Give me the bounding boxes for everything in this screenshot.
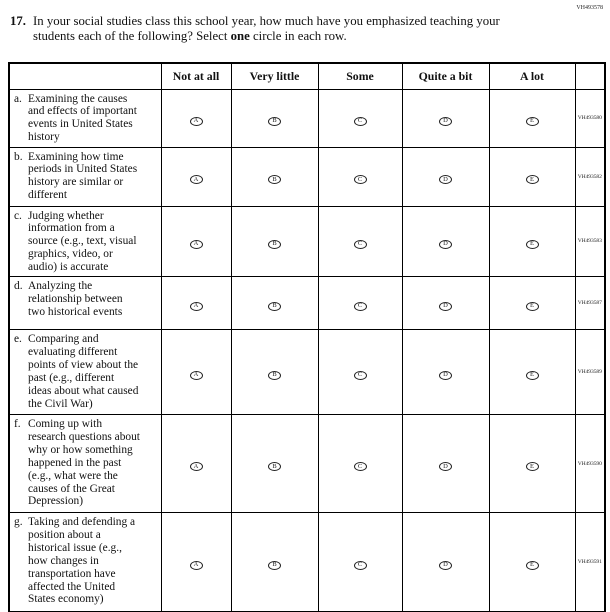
row-letter: c. [14,209,22,222]
row-code: VH493587 [575,277,605,330]
response-oval-e[interactable]: E [526,175,539,184]
option-cell-very-little [231,513,318,612]
table-row [9,206,605,277]
option-cell-a-lot [489,277,575,330]
option-cell-some [318,330,402,415]
response-oval-e[interactable]: E [526,371,539,380]
row-text: Analyzing the relationship between two historical events [28,280,123,318]
row-stem-cell [9,277,161,330]
row-stem-cell [9,89,161,147]
option-cell-a-lot [489,206,575,277]
option-cell-a-lot [489,330,575,415]
option-cell-quite-a-bit [402,277,489,330]
option-cell-some [318,206,402,277]
response-oval-b[interactable]: B [268,462,281,471]
response-oval-a[interactable]: A [190,302,203,311]
header-row [9,63,605,89]
row-stem-cell [9,206,161,277]
header-code-cell [575,63,605,89]
table-row [9,89,605,147]
row-stem-cell [9,330,161,415]
option-cell-some [318,89,402,147]
option-cell-not-at-all [161,513,231,612]
row-letter: b. [14,150,23,163]
row-text: Comparing and evaluating different points of view about the past (e.g., different ideas about what caused the Civil War) [28,333,139,410]
response-oval-c[interactable]: C [354,561,367,570]
response-oval-d[interactable]: D [439,302,452,311]
question-text-end: circle in each row. [249,29,347,43]
option-cell-quite-a-bit [402,147,489,206]
response-oval-b[interactable]: B [268,117,281,126]
header-stem-cell [9,63,161,89]
option-cell-very-little [231,277,318,330]
option-cell-not-at-all [161,89,231,147]
option-cell-a-lot [489,89,575,147]
response-oval-b[interactable]: B [268,371,281,380]
option-cell-not-at-all [161,206,231,277]
response-oval-d[interactable]: D [439,462,452,471]
response-oval-a[interactable]: A [190,561,203,570]
table-row [9,415,605,513]
row-text: Examining the causes and effects of important events in United States history [28,92,137,144]
response-oval-b[interactable]: B [268,175,281,184]
column-header-quite-a-bit: Quite a bit [402,63,489,89]
option-cell-not-at-all [161,415,231,513]
response-oval-b[interactable]: B [268,302,281,311]
response-oval-b[interactable]: B [268,561,281,570]
question-text-bold: one [230,29,250,43]
question-text [33,14,505,44]
row-code: VH493589 [575,330,605,415]
option-cell-some [318,147,402,206]
row-code: VH493591 [575,513,605,612]
option-cell-quite-a-bit [402,89,489,147]
row-text: Coming up with research questions about why or how something happened in the past (e.g., what were the causes of the Great Depression) [28,418,140,508]
question-text-start: In your social studies class this school year, how much have you emphasized teaching your students each of the following? Select [33,14,500,43]
option-cell-very-little [231,89,318,147]
response-oval-a[interactable]: A [190,371,203,380]
row-letter: g. [14,516,23,529]
row-code: VH493590 [575,415,605,513]
response-grid [8,62,606,612]
column-header-a-lot: A lot [489,63,575,89]
response-oval-c[interactable]: C [354,371,367,380]
table-row [9,147,605,206]
row-code: VH493583 [575,206,605,277]
option-cell-not-at-all [161,330,231,415]
row-letter: e. [14,333,22,346]
row-code: VH493582 [575,147,605,206]
response-oval-d[interactable]: D [439,175,452,184]
response-oval-d[interactable]: D [439,240,452,249]
response-oval-b[interactable]: B [268,240,281,249]
column-header-not-at-all: Not at all [161,63,231,89]
option-cell-very-little [231,206,318,277]
column-header-very-little: Very little [231,63,318,89]
row-stem-cell [9,147,161,206]
form-code: VH493578 [576,5,603,11]
response-oval-d[interactable]: D [439,371,452,380]
option-cell-some [318,277,402,330]
option-cell-a-lot [489,147,575,206]
row-letter: a. [14,92,22,105]
table-row [9,330,605,415]
option-cell-very-little [231,415,318,513]
response-oval-d[interactable]: D [439,117,452,126]
response-oval-e[interactable]: E [526,561,539,570]
response-oval-e[interactable]: E [526,117,539,126]
option-cell-very-little [231,147,318,206]
response-oval-a[interactable]: A [190,462,203,471]
row-letter: d. [14,280,23,293]
option-cell-quite-a-bit [402,206,489,277]
option-cell-quite-a-bit [402,513,489,612]
option-cell-some [318,513,402,612]
question [10,14,505,44]
option-cell-quite-a-bit [402,415,489,513]
option-cell-very-little [231,330,318,415]
column-header-some: Some [318,63,402,89]
option-cell-a-lot [489,513,575,612]
table-row [9,277,605,330]
row-stem-cell [9,415,161,513]
row-text: Examining how time periods in United States history are similar or different [28,150,138,202]
response-oval-e[interactable]: E [526,302,539,311]
row-text: Judging whether information from a source (e.g., text, visual graphics, video, or audio) is accurate [28,209,137,274]
response-oval-e[interactable]: E [526,240,539,249]
response-oval-a[interactable]: A [190,240,203,249]
option-cell-some [318,415,402,513]
option-cell-a-lot [489,415,575,513]
question-number: 17. [10,14,26,28]
response-oval-c[interactable]: C [354,240,367,249]
row-text: Taking and defending a position about a historical issue (e.g., how changes in transportation have affected the United States economy) [28,516,136,606]
response-oval-a[interactable]: A [190,175,203,184]
response-oval-c[interactable]: C [354,302,367,311]
row-letter: f. [14,418,21,431]
response-oval-d[interactable]: D [439,561,452,570]
response-oval-c[interactable]: C [354,175,367,184]
option-cell-quite-a-bit [402,330,489,415]
response-oval-c[interactable]: C [354,462,367,471]
response-oval-c[interactable]: C [354,117,367,126]
table-body [9,89,605,612]
row-code: VH493580 [575,89,605,147]
row-stem-cell [9,513,161,612]
option-cell-not-at-all [161,277,231,330]
response-oval-e[interactable]: E [526,462,539,471]
response-oval-a[interactable]: A [190,117,203,126]
option-cell-not-at-all [161,147,231,206]
table-row [9,513,605,612]
